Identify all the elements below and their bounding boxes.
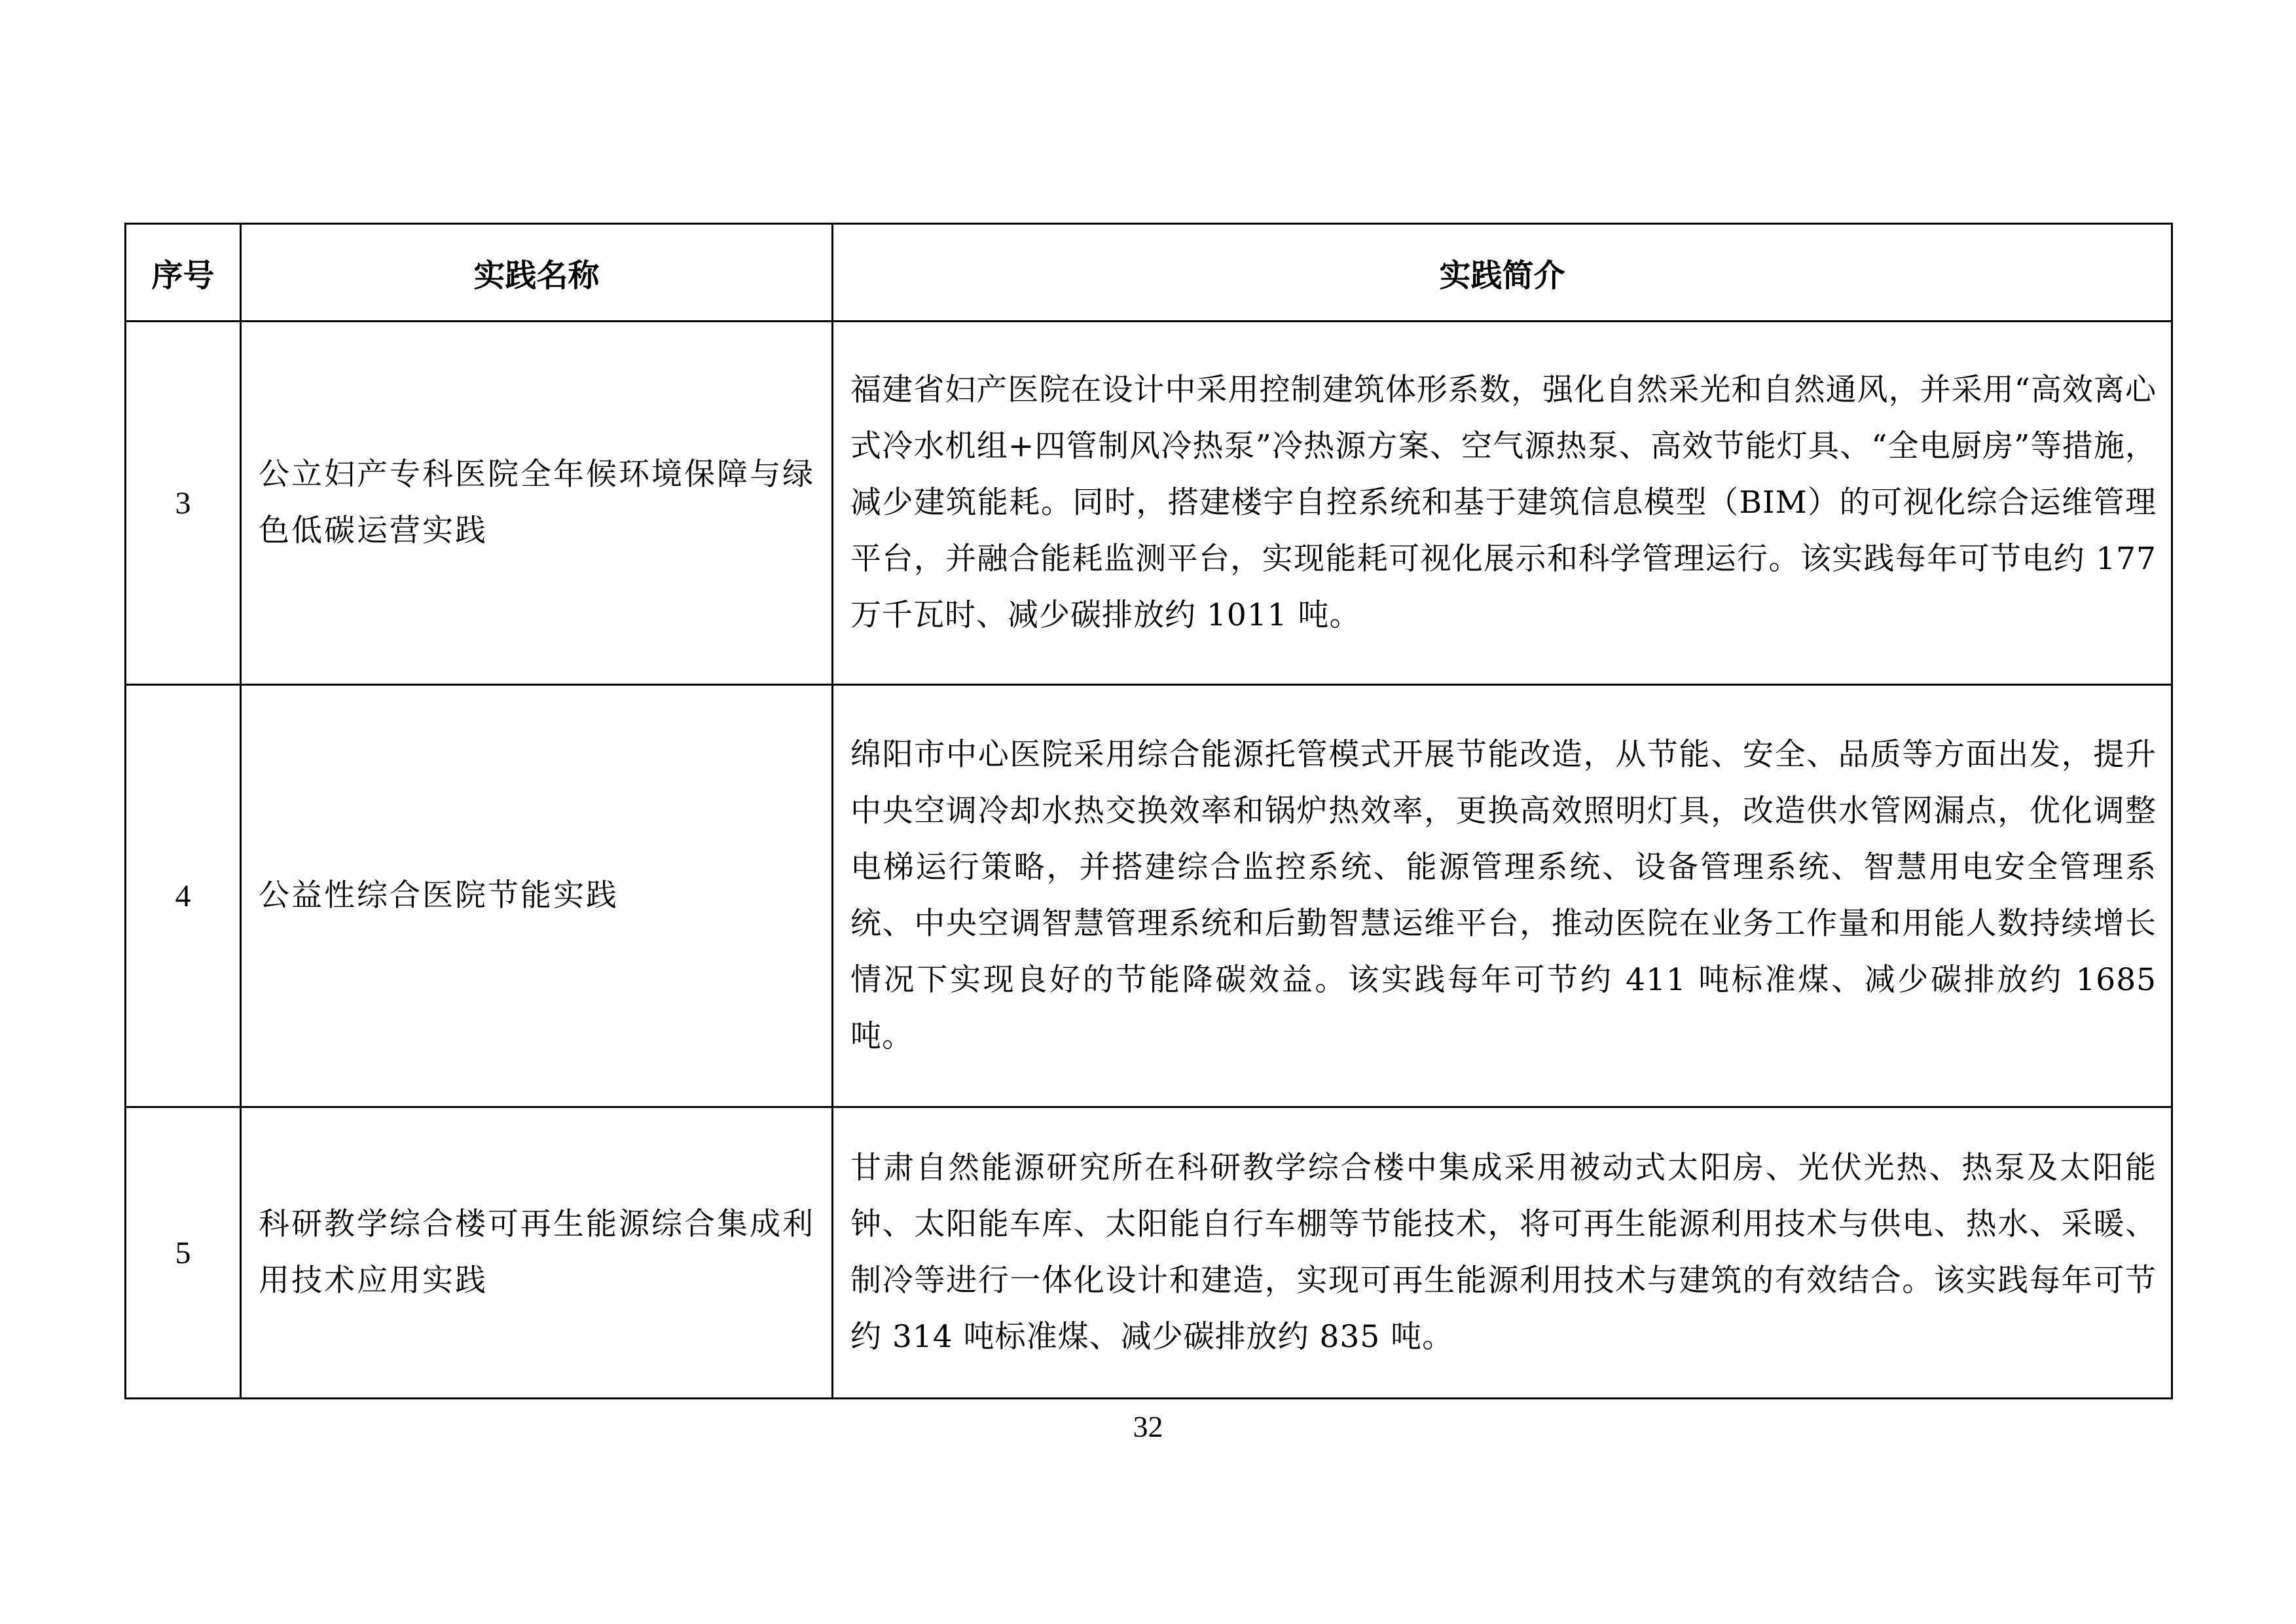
header-practice-name: 实践名称 (241, 224, 833, 322)
practice-description-cell: 福建省妇产医院在设计中采用控制建筑体形系数，强化自然采光和自然通风，并采用“高效离心式冷水机组+四管制风冷热泵”冷热源方案、空气源热泵、高效节能灯具、“全电厨房”等措施，减少建筑能耗。同时，搭建楼宇自控系统和基于建筑信息模型（BIM）的可视化综合运维管理平台，并融合能耗监测平台，实现能耗可视化展示和科学管理运行。该实践每年可节电约 177 万千瓦时、减少碳排放约 1011 吨。 (833, 322, 2172, 685)
serial-number-cell: 5 (126, 1107, 241, 1399)
serial-number-cell: 4 (126, 685, 241, 1107)
table-row (126, 685, 2172, 1107)
practice-name-cell: 公立妇产专科医院全年候环境保障与绿色低碳运营实践 (241, 322, 833, 685)
practice-description-cell: 甘肃自然能源研究所在科研教学综合楼中集成采用被动式太阳房、光伏光热、热泵及太阳能钟、太阳能车库、太阳能自行车棚等节能技术，将可再生能源利用技术与供电、热水、采暖、制冷等进行一体化设计和建造，实现可再生能源利用技术与建筑的有效结合。该实践每年可节约 314 吨标准煤、减少碳排放约 835 吨。 (833, 1107, 2172, 1399)
practice-name-cell: 科研教学综合楼可再生能源综合集成利用技术应用实践 (241, 1107, 833, 1399)
table-header-row (126, 224, 2172, 322)
serial-number-cell: 3 (126, 322, 241, 685)
header-practice-description: 实践简介 (833, 224, 2172, 322)
practice-description-cell: 绵阳市中心医院采用综合能源托管模式开展节能改造，从节能、安全、品质等方面出发，提升中央空调冷却水热交换效率和锅炉热效率，更换高效照明灯具，改造供水管网漏点，优化调整电梯运行策略，并搭建综合监控系统、能源管理系统、设备管理系统、智慧用电安全管理系统、中央空调智慧管理系统和后勤智慧运维平台，推动医院在业务工作量和用能人数持续增长情况下实现良好的节能降碳效益。该实践每年可节约 411 吨标准煤、减少碳排放约 1685 吨。 (833, 685, 2172, 1107)
table-row (126, 1107, 2172, 1399)
practice-name-cell: 公益性综合医院节能实践 (241, 685, 833, 1107)
practice-table (124, 223, 2173, 1399)
header-serial-number: 序号 (126, 224, 241, 322)
table-row (126, 322, 2172, 685)
page-number: 32 (1133, 1410, 1163, 1443)
